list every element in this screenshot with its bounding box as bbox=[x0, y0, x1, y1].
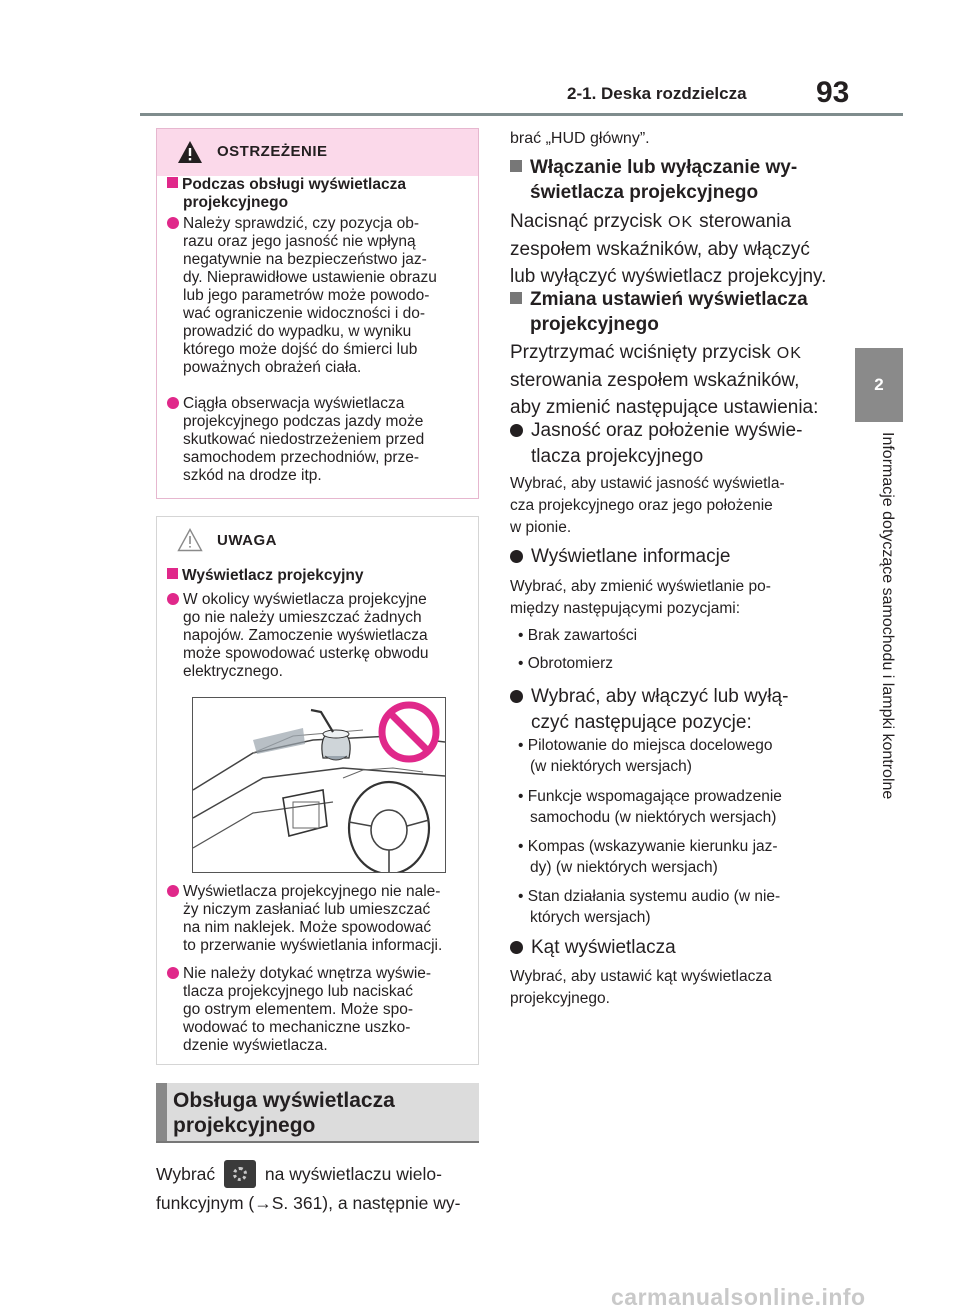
box-text-line bbox=[167, 233, 416, 251]
box-text: Ciągła obserwacja wyświetlacza bbox=[183, 395, 405, 412]
section-title: 2-1. Deska rozdzielcza bbox=[567, 84, 747, 103]
warning-content bbox=[167, 176, 472, 212]
heading-line2: projekcyjnego bbox=[530, 314, 659, 335]
section-heading bbox=[156, 1083, 479, 1143]
ok-button-icon: OK bbox=[776, 345, 802, 362]
heading-line1: Zmiana ustawień wyświetlacza bbox=[530, 289, 808, 310]
option-title: Jasność oraz położenie wyświe- bbox=[531, 420, 803, 441]
pink-bullet-icon bbox=[167, 593, 179, 605]
option-title: Kąt wyświetlacza bbox=[531, 937, 676, 958]
box-text-line bbox=[167, 359, 361, 377]
box-text: Wyświetlacza projekcyjnego nie nale- bbox=[183, 883, 441, 900]
section-body-line1 bbox=[156, 1160, 442, 1188]
section-body-text: na wyświetlaczu wielo- bbox=[264, 1164, 442, 1184]
pink-bullet-icon bbox=[167, 397, 179, 409]
box-text-line bbox=[167, 965, 431, 983]
box-text: poważnych obrażeń ciała. bbox=[183, 359, 362, 376]
list-item bbox=[510, 735, 860, 777]
heading-line2: świetlacza projekcyjnego bbox=[530, 182, 759, 203]
box-text: samochodem przechodniów, prze- bbox=[183, 449, 420, 466]
round-bullet-icon bbox=[510, 424, 523, 437]
option-title: Wybrać, aby włączyć lub wyłą- bbox=[531, 686, 789, 707]
list-item-line: • Funkcje wspomagające prowadzenie bbox=[518, 788, 782, 805]
box-text-line bbox=[167, 919, 431, 937]
box-text-line bbox=[167, 663, 283, 681]
box-text-line bbox=[167, 1019, 410, 1037]
list-item-line: (w niektórych wersjach) bbox=[530, 758, 692, 775]
desc-line: Wybrać, aby zmienić wyświetlanie po- bbox=[510, 578, 771, 595]
box-text: projekcyjnego podczas jazdy może bbox=[183, 413, 424, 430]
box-text: dy. Nieprawidłowe ustawienie obrazu bbox=[183, 269, 437, 286]
list-item: • Obrotomierz bbox=[518, 655, 614, 672]
box-text: dzenie wyświetlacza. bbox=[183, 1037, 328, 1054]
heading-line1: Włączanie lub wyłączanie wy- bbox=[530, 157, 798, 178]
box-text-line bbox=[167, 627, 428, 645]
box-text-line bbox=[167, 591, 427, 609]
box-text: Nie należy dotykać wnętrza wyświe- bbox=[183, 965, 432, 982]
box-text: napojów. Zamoczenie wyświetlacza bbox=[183, 627, 428, 644]
list-item-line: których wersjach) bbox=[530, 909, 651, 926]
box-text-line bbox=[167, 341, 417, 359]
heading-change-settings bbox=[510, 287, 840, 337]
box-text: prowadzić do wypadku, w wyniku bbox=[183, 323, 412, 340]
pink-bullet-icon bbox=[167, 967, 179, 979]
box-text: to przerwanie wyświetlania informacji. bbox=[183, 937, 443, 954]
box-text: Należy sprawdzić, czy pozycja ob- bbox=[183, 215, 420, 232]
dashboard-illustration bbox=[192, 697, 446, 873]
box-text-line bbox=[167, 901, 430, 919]
box-text: W okolicy wyświetlacza projekcyjne bbox=[183, 591, 427, 608]
box-text-line bbox=[167, 645, 429, 663]
option-display-info bbox=[510, 544, 840, 570]
desc-line: projekcyjnego. bbox=[510, 990, 610, 1007]
box-text: lub jego parametrów może powodo- bbox=[183, 287, 430, 304]
square-bullet-icon bbox=[510, 160, 522, 172]
option-brightness-desc bbox=[510, 473, 840, 539]
settings-gear-icon bbox=[224, 1160, 256, 1188]
dashboard-drawing bbox=[193, 698, 445, 872]
box-text-line bbox=[167, 449, 419, 467]
desc-line: Wybrać, aby ustawić jasność wyświetla- bbox=[510, 475, 785, 492]
ok-button-icon: OK bbox=[668, 214, 694, 231]
caution-triangle-icon bbox=[177, 528, 203, 552]
list-item-line: dy) (w niektórych wersjach) bbox=[530, 859, 718, 876]
chapter-title: Informacje dotyczące samochodu i lampki kontrolne bbox=[879, 432, 896, 800]
box-text: go ostrym elementem. Może spo- bbox=[183, 1001, 414, 1018]
round-bullet-icon bbox=[510, 941, 523, 954]
list-item bbox=[510, 886, 860, 928]
notice-title: UWAGA bbox=[217, 532, 277, 549]
watermark: carmanualsonline.info bbox=[611, 1284, 866, 1310]
warning-subhead bbox=[167, 176, 472, 194]
option-title: Wyświetlane informacje bbox=[531, 546, 731, 567]
desc-line: cza projekcyjnego oraz jego położenie bbox=[510, 497, 773, 514]
box-text-line bbox=[167, 287, 429, 305]
box-text: skutkować niedostrzeżeniem przed bbox=[183, 431, 425, 448]
section-body-line2: funkcyjnym (→S. 361), a następnie wy- bbox=[156, 1193, 461, 1213]
box-text-line bbox=[167, 215, 419, 233]
list-item-line: • Pilotowanie do miejsca docelowego bbox=[518, 737, 773, 754]
box-text: którego może dojść do śmierci lub bbox=[183, 341, 418, 358]
notice-subhead bbox=[167, 567, 364, 585]
square-bullet-icon bbox=[167, 177, 178, 188]
box-text: elektrycznego. bbox=[183, 663, 283, 680]
section-heading-title bbox=[173, 1088, 395, 1138]
section-heading-line2: projekcyjnego bbox=[173, 1114, 316, 1137]
box-text: tlacza projekcyjnego lub naciskać bbox=[183, 983, 414, 1000]
box-text: wodować to mechaniczne uszko- bbox=[183, 1019, 411, 1036]
box-text: negatywnie na bezpieczeństwo jaz- bbox=[183, 251, 427, 268]
option-brightness bbox=[510, 418, 840, 470]
warning-subhead-line1: Podczas obsługi wyświetlacza bbox=[182, 176, 406, 193]
square-bullet-icon bbox=[510, 292, 522, 304]
page-number: 93 bbox=[816, 76, 850, 109]
box-text: na nim naklejek. Może spowodować bbox=[183, 919, 432, 936]
para-line2: sterowania zespołem wskaźników, bbox=[510, 370, 800, 391]
para-toggle bbox=[510, 208, 840, 290]
right-continuation: brać „HUD główny”. bbox=[510, 130, 650, 147]
heading-toggle-hud bbox=[510, 155, 840, 205]
option-title-line2: tlacza projekcyjnego bbox=[531, 446, 704, 467]
box-text-line bbox=[167, 467, 322, 485]
round-bullet-icon bbox=[510, 690, 523, 703]
list-item bbox=[510, 836, 860, 878]
box-text: wać ograniczenie widoczności i do- bbox=[183, 305, 426, 322]
option-display-angle bbox=[510, 935, 840, 961]
desc-line: w pionie. bbox=[510, 519, 572, 536]
chapter-tab: 2 bbox=[855, 348, 903, 422]
para-change bbox=[510, 339, 840, 421]
box-text-line bbox=[167, 431, 424, 449]
round-bullet-icon bbox=[510, 550, 523, 563]
para-text: sterowania bbox=[699, 211, 792, 232]
pink-bullet-icon bbox=[167, 885, 179, 897]
para-line3: lub wyłączyć wyświetlacz projekcyjny. bbox=[510, 266, 827, 287]
pink-bullet-icon bbox=[167, 217, 179, 229]
section-body-text: Wybrać bbox=[156, 1164, 216, 1184]
list-item-line: • Kompas (wskazywanie kierunku jaz- bbox=[518, 838, 778, 855]
box-text: go nie należy umieszczać żadnych bbox=[183, 609, 422, 626]
desc-line: między następującymi pozycjami: bbox=[510, 600, 741, 617]
desc-line: Wybrać, aby ustawić kąt wyświetlacza bbox=[510, 968, 772, 985]
box-text-line bbox=[167, 395, 404, 413]
list-item-line: samochodu (w niektórych wersjach) bbox=[530, 809, 777, 826]
box-text-line bbox=[167, 1037, 328, 1055]
warning-triangle-icon bbox=[177, 140, 203, 164]
box-text-line bbox=[167, 413, 423, 431]
option-display-info-desc bbox=[510, 576, 840, 620]
warning-header bbox=[157, 129, 478, 176]
para-line3: aby zmienić następujące ustawienia: bbox=[510, 397, 819, 418]
header-rule bbox=[140, 113, 903, 116]
list-item-line: • Stan działania systemu audio (w nie- bbox=[518, 888, 781, 905]
box-text-line bbox=[167, 983, 413, 1001]
box-text-line bbox=[167, 269, 437, 287]
box-text: razu oraz jego jasność nie wpłyną bbox=[183, 233, 416, 250]
option-toggle-items bbox=[510, 684, 840, 736]
box-text-line bbox=[167, 1001, 413, 1019]
warning-box bbox=[156, 128, 479, 499]
para-text: Nacisnąć przycisk bbox=[510, 211, 663, 232]
warning-title: OSTRZEŻENIE bbox=[217, 143, 328, 160]
notice-subhead-text: Wyświetlacz projekcyjny bbox=[182, 567, 364, 584]
section-heading-line1: Obsługa wyświetlacza bbox=[173, 1089, 395, 1112]
para-line2: zespołem wskaźników, aby włączyć bbox=[510, 239, 810, 260]
box-text: szkód na drodze itp. bbox=[183, 467, 322, 484]
box-text: może spowodować usterkę obwodu bbox=[183, 645, 429, 662]
section-heading-bar bbox=[156, 1083, 167, 1143]
list-item bbox=[510, 786, 860, 828]
box-text-line bbox=[167, 937, 442, 955]
box-text-line bbox=[167, 323, 411, 341]
list-item: • Brak zawartości bbox=[518, 627, 638, 644]
option-title-line2: czyć następujące pozycje: bbox=[531, 712, 752, 733]
option-display-angle-desc bbox=[510, 966, 840, 1010]
box-text-line bbox=[167, 609, 422, 627]
warning-subhead-line2: projekcyjnego bbox=[183, 194, 289, 211]
para-text: Przytrzymać wciśnięty przycisk bbox=[510, 342, 771, 363]
box-text-line bbox=[167, 883, 440, 901]
notice-header bbox=[157, 517, 478, 564]
box-text-line bbox=[167, 305, 425, 323]
box-text: ży niczym zasłaniać lub umieszczać bbox=[183, 901, 431, 918]
section-heading-rule bbox=[156, 1141, 479, 1143]
box-text-line bbox=[167, 251, 427, 269]
square-bullet-icon bbox=[167, 568, 178, 579]
